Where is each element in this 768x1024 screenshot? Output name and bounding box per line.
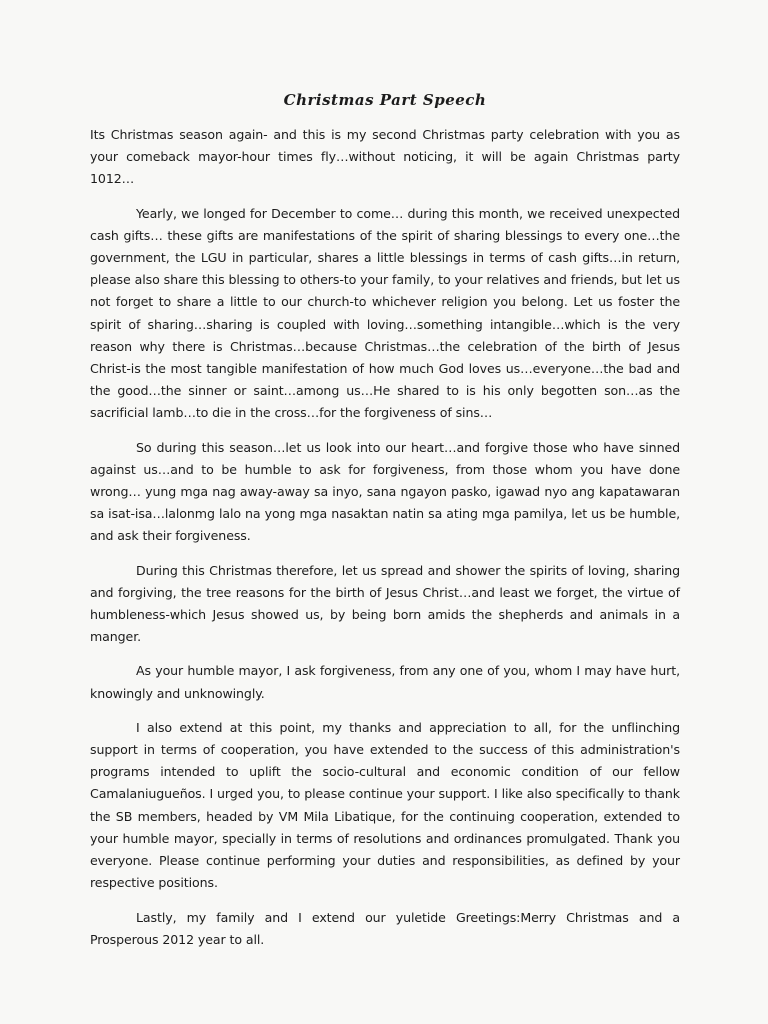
paragraph-opening: Its Christmas season again- and this is my second Christmas party celebration with you as your comeback mayor-hour times fly…without noticing, it will be again Christmas party 1012… bbox=[90, 127, 680, 187]
paragraph-greetings: Lastly, my family and I extend our yuletide Greetings:Merry Christmas and a Prosperous 2012 year to all. bbox=[90, 909, 680, 947]
paragraph-mayor-apology: As your humble mayor, I ask forgiveness, from any one of you, whom I may have hurt, knowingly and unknowingly. bbox=[90, 663, 680, 701]
document-title: Christmas Part Speech bbox=[283, 91, 487, 109]
paragraph-yearly: Yearly, we longed for December to come… during this month, we received unexpected cash gifts… these gifts are manifestations of the spirit of sharing blessings to every one…the government, the LGU in particular, shares a little blessings in terms of cash gifts…in return, please also share this blessing to others-to your family, to your relatives and friends, but let us not forget to share a little to our church-to whichever religion you belong. Let us foster the spirit of sharing…sharing is coupled with loving…something intangible…which is the very reason why there is Christmas…because Christmas…the celebration of the birth of Jesus Christ-is the most tangible manifestation of how much God loves us…everyone…the bad and the good…the sinner or saint…among us…He shared to is his only begotten son…as the sacrificial lamb…to die in the cross…for the forgiveness of sins… bbox=[90, 205, 680, 421]
paragraph-thanks: I also extend at this point, my thanks and appreciation to all, for the unflinching support in terms of cooperation, you have extended to the success of this administration's programs intended to uplift the socio-cultural and economic condition of our fellow Camalaniugueños. I urged you, to please continue your support. I like also specifically to thank the SB members, headed by VM Mila Libatique, for the continuing cooperation, extended to your humble mayor, specially in terms of resolutions and ordinances promulgated. Thank you everyone. Please continue performing your duties and responsibilities, as defined by your respective positions. bbox=[90, 719, 680, 891]
paragraph-forgiveness: So during this season…let us look into our heart…and forgive those who have sinned against us…and to be humble to ask for forgiveness, from those whom you have done wrong… yung mga nag away-away sa inyo, sana ngayon pasko, igawad nyo ang kapatawaran sa isat-isa…lalonmg lalo na yong mga nasaktan natin sa ating mga pamilya, let us be humble, and ask their forgiveness. bbox=[90, 439, 680, 544]
paragraph-spread-love: During this Christmas therefore, let us spread and shower the spirits of loving, sharing and forgiving, the tree reasons for the birth of Jesus Christ…and least we forget, the virtue of humbleness-which Jesus showed us, by being born amids the shepherds and animals in a manger. bbox=[90, 562, 680, 645]
